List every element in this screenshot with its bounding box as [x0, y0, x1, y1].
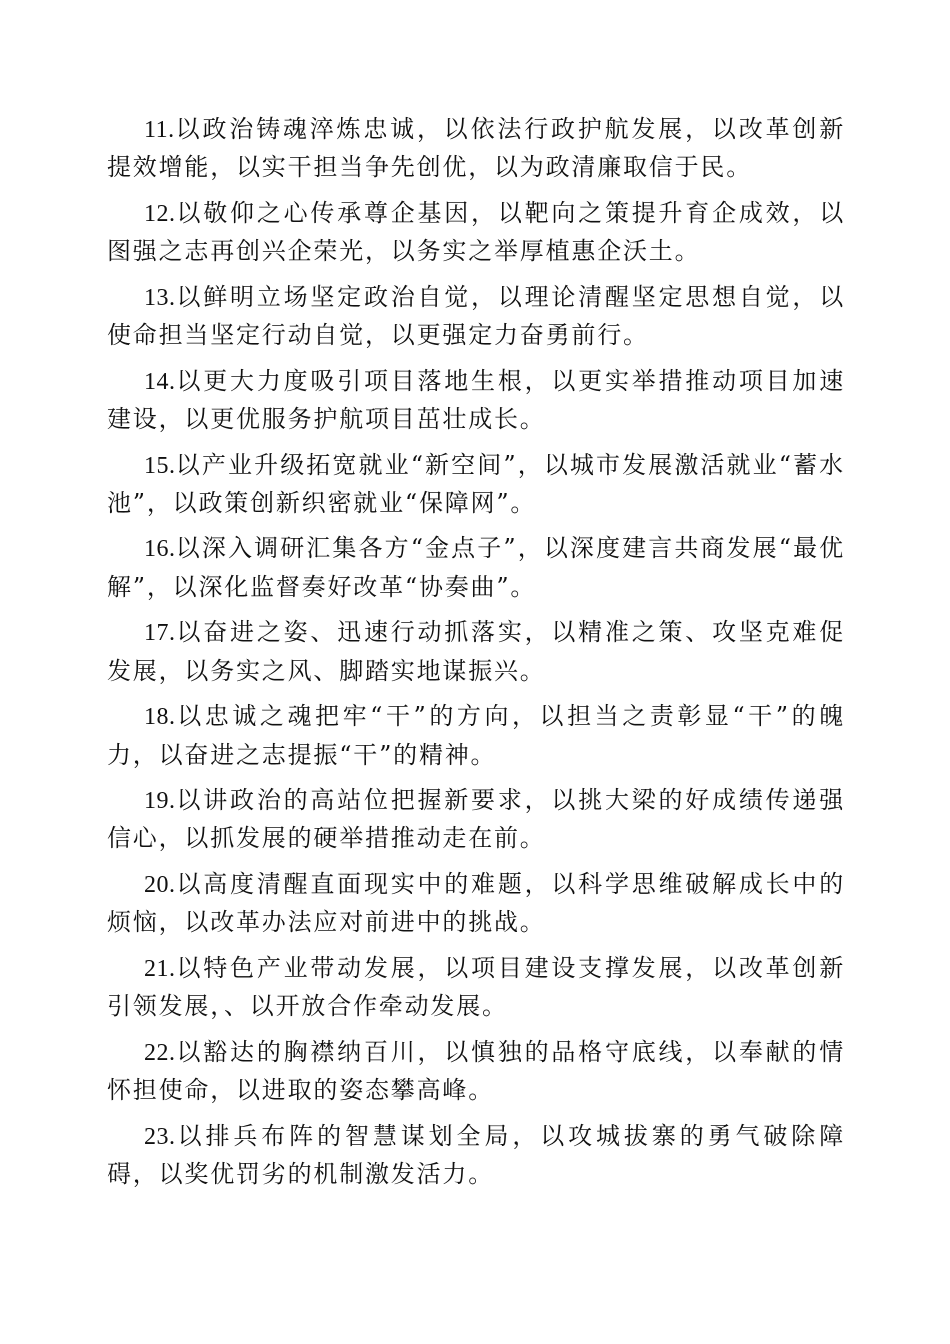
paragraph-23: [107, 1118, 845, 1194]
paragraph-text: 以政治铸魂淬炼忠诚，以依法行政护航发展，以改革创新提效增能，以实干担当争先创优，以为政清廉取信于民。: [107, 115, 845, 182]
paragraph-text: 以鲜明立场坚定政治自觉，以理论清醒坚定思想自觉，以使命担当坚定行动自觉，以更强定力奋勇前行。: [107, 282, 845, 350]
paragraph-number: 19.: [144, 788, 176, 815]
paragraph-number: 13.: [144, 284, 176, 311]
paragraph-number: 22.: [144, 1039, 176, 1066]
paragraph-number: 21.: [144, 955, 176, 982]
paragraph-number: 12.: [144, 200, 176, 227]
paragraph-number: 23.: [144, 1123, 176, 1150]
paragraph-18: [107, 698, 845, 774]
paragraph-text: 以排兵布阵的智慧谋划全局，以攻城拔寨的勇气破除障碍，以奖优罚劣的机制激发活力。: [107, 1121, 845, 1188]
paragraph-11: [107, 111, 845, 187]
paragraph-text: 以高度清醒直面现实中的难题，以科学思维破解成长中的烦恼，以改革办法应对前进中的挑战。: [107, 870, 845, 937]
paragraph-text: 以忠诚之魂把牢“干”的方向，以担当之责彰显“干”的魄力，以奋进之志提振“干”的精神。: [107, 702, 845, 769]
paragraph-text: 以特色产业带动发展，以项目建设支撑发展，以改革创新引领发展，、以开放合作牵动发展。: [107, 953, 845, 1021]
paragraph-number: 17.: [144, 620, 176, 647]
paragraph-number: 15.: [144, 452, 176, 479]
paragraph-17: [107, 614, 845, 690]
paragraph-15: [107, 447, 845, 523]
paragraph-19: [107, 782, 845, 858]
paragraph-number: 18.: [144, 704, 176, 731]
paragraph-text: 以深入调研汇集各方“金点子”，以深度建言共商发展“最优解”，以深化监督奏好改革“协奏曲”。: [107, 534, 845, 601]
paragraph-text: 以产业升级拓宽就业“新空间”，以城市发展激活就业“蓄水池”，以政策创新织密就业“保障网”。: [107, 450, 845, 517]
paragraph-text: 以敬仰之心传承尊企基因，以靶向之策提升育企成效，以图强之志再创兴企荣光，以务实之举厚植惠企沃土。: [107, 198, 845, 266]
paragraph-13: [107, 279, 845, 355]
paragraph-text: 以豁达的胸襟纳百川，以慎独的品格守底线，以奉献的情怀担使命，以进取的姿态攀高峰。: [107, 1037, 845, 1105]
paragraph-number: 20.: [144, 872, 176, 899]
paragraph-number: 14.: [144, 368, 176, 395]
paragraph-21: [107, 950, 845, 1026]
paragraph-text: 以更大力度吸引项目落地生根，以更实举措推动项目加速建设，以更优服务护航项目茁壮成长。: [107, 366, 845, 433]
paragraph-text: 以讲政治的高站位把握新要求，以挑大梁的好成绩传递强信心，以抓发展的硬举措推动走在前。: [107, 786, 845, 853]
paragraph-number: 11.: [144, 117, 175, 143]
paragraph-12: [107, 195, 845, 271]
paragraph-20: [107, 866, 845, 942]
document-body: [107, 111, 845, 1202]
paragraph-16: [107, 530, 845, 606]
paragraph-14: [107, 363, 845, 439]
paragraph-22: [107, 1034, 845, 1110]
paragraph-number: 16.: [144, 536, 176, 563]
paragraph-text: 以奋进之姿、迅速行动抓落实，以精准之策、攻坚克难促发展，以务实之风、脚踏实地谋振兴。: [107, 618, 845, 685]
